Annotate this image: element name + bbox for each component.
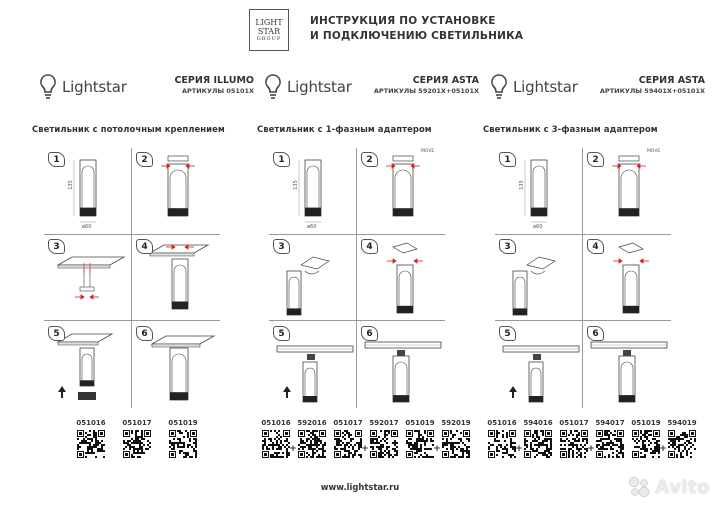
brand-name: Lightstar [513, 78, 578, 96]
qr-code-icon[interactable] [334, 430, 362, 458]
article-code[interactable] [665, 419, 699, 458]
series-articles: АРТИКУЛЫ 05101X [181, 87, 254, 95]
step-number: 4 [136, 239, 153, 254]
article-code[interactable] [593, 419, 627, 458]
step-cell [495, 235, 583, 321]
qr-code-icon[interactable] [668, 430, 696, 458]
series-title: СЕРИЯ ASTA [638, 75, 705, 86]
logo-line-2: STAR [257, 26, 281, 36]
series-title: СЕРИЯ ASTA [412, 75, 479, 86]
article-number: 051017 [122, 419, 152, 427]
plus-sign: + [515, 444, 523, 454]
article-number: 594017 [595, 419, 625, 427]
qr-code-icon[interactable] [488, 430, 516, 458]
qr-code-icon[interactable] [370, 430, 398, 458]
step-cell [44, 148, 132, 234]
article-code[interactable] [74, 419, 108, 458]
steps-grid [495, 148, 671, 408]
step-cell [357, 235, 445, 321]
step-cell [132, 235, 220, 321]
logo-line-3: GROUP [256, 35, 282, 42]
dimension-width: ø60 [307, 224, 317, 230]
step-number: 4 [361, 239, 378, 254]
step-cell [132, 322, 220, 408]
column-subtitle: Светильник с потолочным креплением [32, 124, 225, 134]
qr-code-icon[interactable] [262, 430, 290, 458]
qr-code-icon[interactable] [406, 430, 434, 458]
step-cell [269, 235, 357, 321]
article-number: 051017 [333, 419, 363, 427]
series-block [174, 75, 254, 95]
series-articles: АРТИКУЛЫ 59401X+05101X [599, 87, 705, 95]
dimension-height: 135 [292, 180, 299, 190]
column-subtitle: Светильник с 1-фазным адаптером [257, 124, 432, 134]
watermark-text: Avito [655, 476, 710, 498]
step-cell [132, 148, 220, 234]
lightstar-bulb-icon [489, 73, 509, 101]
step-number: 2 [361, 152, 378, 167]
step-cell [44, 235, 132, 321]
qr-code-icon[interactable] [632, 430, 660, 458]
step-number: 5 [273, 326, 290, 341]
avito-watermark [626, 474, 710, 500]
lightstar-bulb-icon [38, 73, 58, 101]
steps-grid [269, 148, 445, 408]
step-number: 5 [499, 326, 516, 341]
step-cell [357, 148, 445, 234]
series-block [374, 75, 479, 95]
article-codes [257, 419, 479, 479]
move-label: MOVE [421, 149, 435, 154]
plus-sign: + [587, 444, 595, 454]
title-line-1: ИНСТРУКЦИЯ ПО УСТАНОВКЕ [310, 15, 496, 27]
plus-sign: + [361, 444, 369, 454]
article-number: 051016 [261, 419, 291, 427]
lightstar-brand [263, 72, 352, 102]
step-cell [583, 148, 671, 234]
article-number: 592016 [297, 419, 327, 427]
article-codes [483, 419, 705, 479]
dimension-height: 135 [67, 180, 74, 190]
step-number: 6 [587, 326, 604, 341]
brand-name: Lightstar [287, 78, 352, 96]
lightstar-group-logo [249, 9, 289, 51]
column-illumo [32, 64, 254, 482]
column-asta-3phase [483, 64, 705, 482]
step-cell [583, 322, 671, 408]
step-cell [269, 322, 357, 408]
article-number: 594016 [523, 419, 553, 427]
step-number: 6 [136, 326, 153, 341]
plus-sign: + [659, 444, 667, 454]
dimension-height: 135 [518, 180, 525, 190]
step-cell [583, 235, 671, 321]
lightstar-brand [489, 72, 578, 102]
plus-sign: + [433, 444, 441, 454]
qr-code-icon[interactable] [596, 430, 624, 458]
article-number: 051017 [559, 419, 589, 427]
article-number: 051019 [168, 419, 198, 427]
dimension-width: ø60 [533, 224, 543, 230]
step-cell [269, 148, 357, 234]
lightstar-brand [38, 72, 127, 102]
article-code[interactable] [521, 419, 555, 458]
step-number: 6 [361, 326, 378, 341]
article-number: 592019 [441, 419, 471, 427]
steps-grid [44, 148, 220, 408]
logo-line-1: LIGHT [255, 17, 283, 27]
step-number: 1 [48, 152, 65, 167]
article-code[interactable] [295, 419, 329, 458]
article-number: 051016 [76, 419, 106, 427]
step-cell [44, 322, 132, 408]
step-number: 5 [48, 326, 65, 341]
series-articles: АРТИКУЛЫ 59201X+05101X [373, 87, 479, 95]
qr-code-icon[interactable] [560, 430, 588, 458]
lightstar-bulb-icon [263, 73, 283, 101]
step-number: 3 [48, 239, 65, 254]
article-number: 051019 [631, 419, 661, 427]
step-number: 4 [587, 239, 604, 254]
header [0, 0, 720, 60]
qr-code-icon[interactable] [524, 430, 552, 458]
article-code[interactable] [120, 419, 154, 458]
step-cell [495, 322, 583, 408]
qr-code-icon[interactable] [123, 430, 151, 458]
qr-code-icon[interactable] [298, 430, 326, 458]
qr-code-icon[interactable] [169, 430, 197, 458]
step-number: 3 [273, 239, 290, 254]
qr-code-icon[interactable] [77, 430, 105, 458]
qr-code-icon[interactable] [442, 430, 470, 458]
document-title [310, 14, 523, 44]
article-codes [32, 419, 254, 479]
avito-logo-icon [626, 474, 652, 500]
plus-sign: + [289, 444, 297, 454]
article-number: 592017 [369, 419, 399, 427]
step-number: 2 [136, 152, 153, 167]
series-title: СЕРИЯ ILLUMO [174, 75, 254, 86]
title-line-2: И ПОДКЛЮЧЕНИЮ СВЕТИЛЬНИКА [310, 30, 524, 42]
step-cell [495, 148, 583, 234]
step-cell [357, 322, 445, 408]
move-label: MOVE [647, 149, 661, 154]
step-number: 2 [587, 152, 604, 167]
article-number: 051016 [487, 419, 517, 427]
article-code[interactable] [439, 419, 473, 458]
article-number: 594019 [667, 419, 697, 427]
step-number: 3 [499, 239, 516, 254]
article-code[interactable] [166, 419, 200, 458]
brand-name: Lightstar [62, 78, 127, 96]
column-asta-1phase [257, 64, 479, 482]
article-number: 051019 [405, 419, 435, 427]
series-block [600, 75, 705, 95]
article-code[interactable] [367, 419, 401, 458]
step-number: 1 [273, 152, 290, 167]
step-number: 1 [499, 152, 516, 167]
dimension-width: ø60 [82, 224, 92, 230]
footer-url[interactable]: www.lightstar.ru [320, 482, 400, 492]
column-subtitle: Светильник с 3-фазным адаптером [483, 124, 658, 134]
